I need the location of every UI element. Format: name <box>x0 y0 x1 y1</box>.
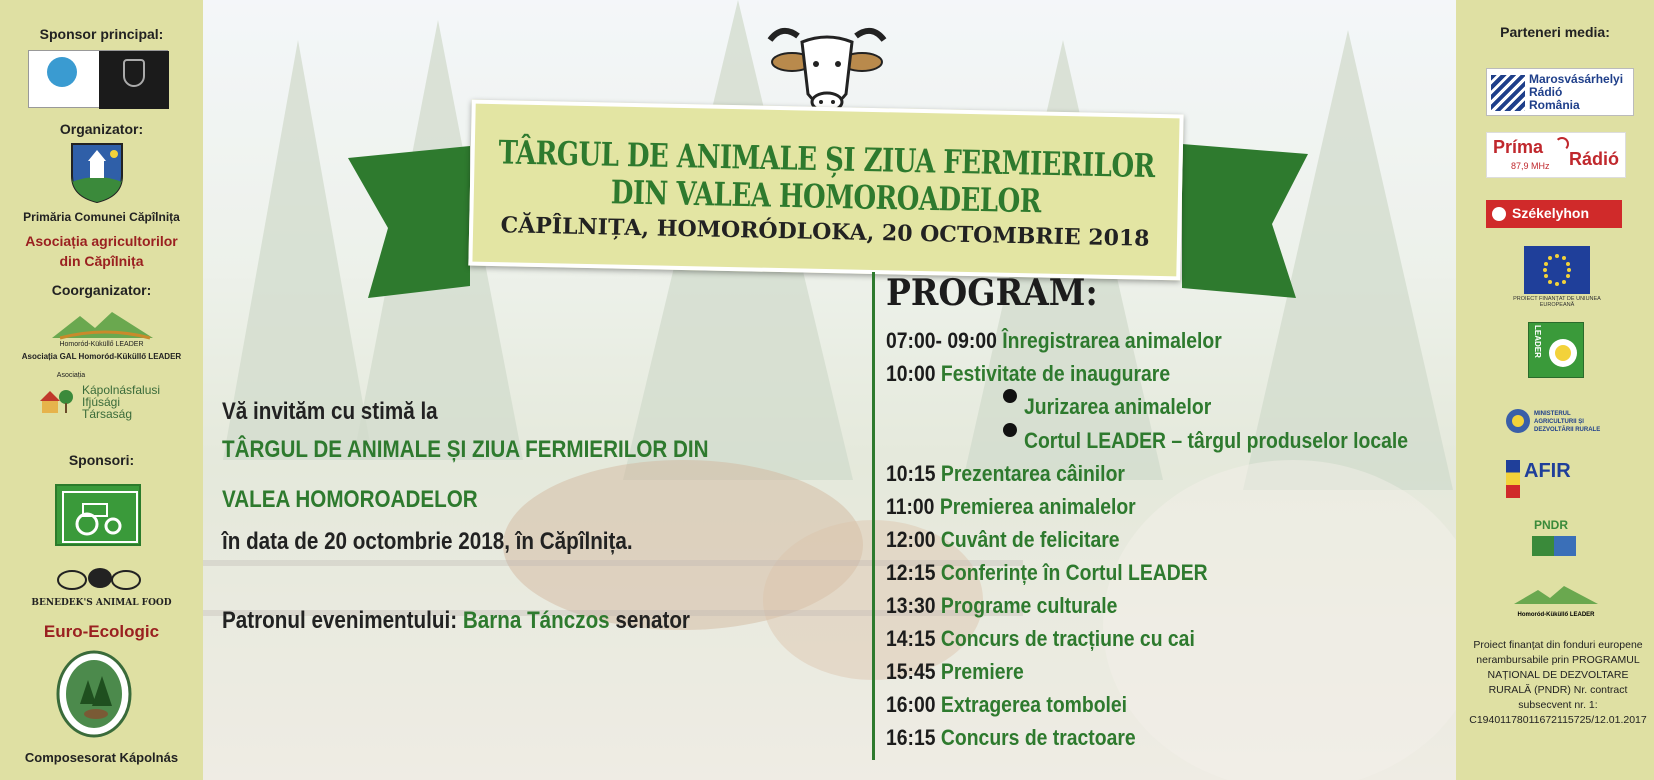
youth-assoc-top: Asociația <box>56 372 86 379</box>
left-sponsor-panel <box>0 0 203 780</box>
hk-leader-caption: Homoród-Küküllő LEADER <box>1517 612 1595 618</box>
association-line1: Asociația agricultorilor <box>25 233 178 249</box>
invite-line1: Vă invităm cu stimă la <box>222 398 438 425</box>
leader-logo: LEADER <box>1528 322 1584 378</box>
ribbon-right <box>1182 138 1308 298</box>
organizer-label: Organizator: <box>59 121 144 137</box>
sponsor-main-label: Sponsor principal: <box>39 26 164 42</box>
benedek-label: BENEDEK'S ANIMAL FOOD <box>31 598 172 608</box>
hk-leader-logo <box>1512 584 1600 612</box>
patron-line <box>222 607 690 635</box>
composesorat-seal-icon <box>56 650 132 738</box>
association-line2: din Căpîlnița <box>59 253 144 269</box>
ministry-label: MINISTERUL AGRICULTURII ȘI DEZVOLTĂRII RURALE <box>1534 411 1601 433</box>
program-item: 10:15 Prezentarea câinilor <box>886 461 1125 486</box>
program-item: 15:45 Premiere <box>886 659 1024 684</box>
invite-line4: în data de 20 octombrie 2018, în Căpîlnița. <box>222 528 633 555</box>
program-sub-item: Jurizarea animalelor <box>1024 394 1212 419</box>
youth-association-name: Kápolnásfalusi Ifjúsági Társaság <box>82 383 161 421</box>
composesorat-label: Composesorat Kápolnás <box>24 750 179 765</box>
program-item: 14:15 Concurs de tracțiune cu cai <box>886 626 1195 651</box>
program-item: 16:15 Concurs de tractoare <box>886 725 1136 750</box>
program-divider <box>872 272 875 760</box>
prima-radio-logo: Príma Rádió 87,9 MHz <box>1486 132 1626 178</box>
event-title: TÂRGUL DE ANIMALE ȘI ZIUA FERMIERILOR DIN VALEA HOMOROADELOR <box>498 134 1156 221</box>
program-title: PROGRAM: <box>886 272 1098 314</box>
program-item: 11:00 Premierea animalelor <box>886 494 1136 519</box>
tractor-sponsor-logo <box>55 484 141 546</box>
afir-logo: AFIR <box>1506 458 1606 502</box>
animal-silhouettes-icon <box>50 560 146 596</box>
organizer-name: Primăria Comunei Căpîlnița <box>23 210 180 224</box>
bullet-icon <box>1003 423 1017 437</box>
main-sponsor-logo <box>28 50 168 108</box>
media-partners-label: Parteneri media: <box>1500 24 1610 40</box>
ministry-crest-icon <box>1504 408 1532 434</box>
program-item: 16:00 Extragerea tombolei <box>886 692 1128 717</box>
radio-romania-logo: Marosvásárhelyi Rádió România <box>1486 68 1634 116</box>
patron-label: Patronul evenimentului: <box>222 607 458 634</box>
ribbon-left <box>348 138 470 298</box>
youth-association-logo <box>36 385 74 417</box>
eu-flag-icon <box>1524 246 1590 294</box>
coat-of-arms-icon <box>70 142 124 204</box>
funding-note: Proiect finanțat din fonduri europene nerambursabile prin PROGRAMUL NAȚIONAL DE DEZVOLTARE RURALĂ (PNDR) Nr. contract subsecvent nr. 1: C19401178011672115725/12.01.2017 <box>1469 639 1647 726</box>
szekelyhon-logo: Székelyhon <box>1486 200 1622 228</box>
coorganizer-label: Coorganizator: <box>51 282 152 298</box>
eu-caption: PROIECT FINANȚAT DE UNIUNEA EUROPEANĂ <box>1513 296 1601 308</box>
patron-name: Barna Tánczos <box>462 607 610 634</box>
gal-name: Asociația GAL Homoród-Küküllő LEADER <box>21 352 182 361</box>
euro-ecologic-label: Euro-Ecologic <box>43 622 160 641</box>
sponsors-label: Sponsori: <box>68 452 135 468</box>
program-item: 13:30 Programe culturale <box>886 593 1118 618</box>
gal-logo-caption: Homoród-Küküllő LEADER <box>59 341 144 348</box>
patron-role: senator <box>615 607 690 634</box>
bullet-icon <box>1003 389 1017 403</box>
program-item: 12:00 Cuvânt de felicitare <box>886 527 1120 552</box>
pndr-logo: PNDR <box>1528 518 1580 564</box>
gal-mountain-logo <box>50 308 155 344</box>
program-item: 07:00- 09:00 Înregistrarea animalelor <box>886 328 1222 353</box>
program-sub-item: Cortul LEADER – târgul produselor locale <box>1024 428 1409 453</box>
event-banner <box>468 100 1183 281</box>
program-item: 12:15 Conferințe în Cortul LEADER <box>886 560 1208 585</box>
invite-line2: TÂRGUL DE ANIMALE ȘI ZIUA FERMIERILOR DIN <box>222 436 709 463</box>
program-item: 10:00 Festivitate de inaugurare <box>886 361 1171 386</box>
event-location-date: CĂPÎLNIȚA, HOMORÓDLOKA, 20 OCTOMBRIE 2018 <box>500 212 1150 252</box>
invite-line3: VALEA HOMOROADELOR <box>222 486 478 513</box>
